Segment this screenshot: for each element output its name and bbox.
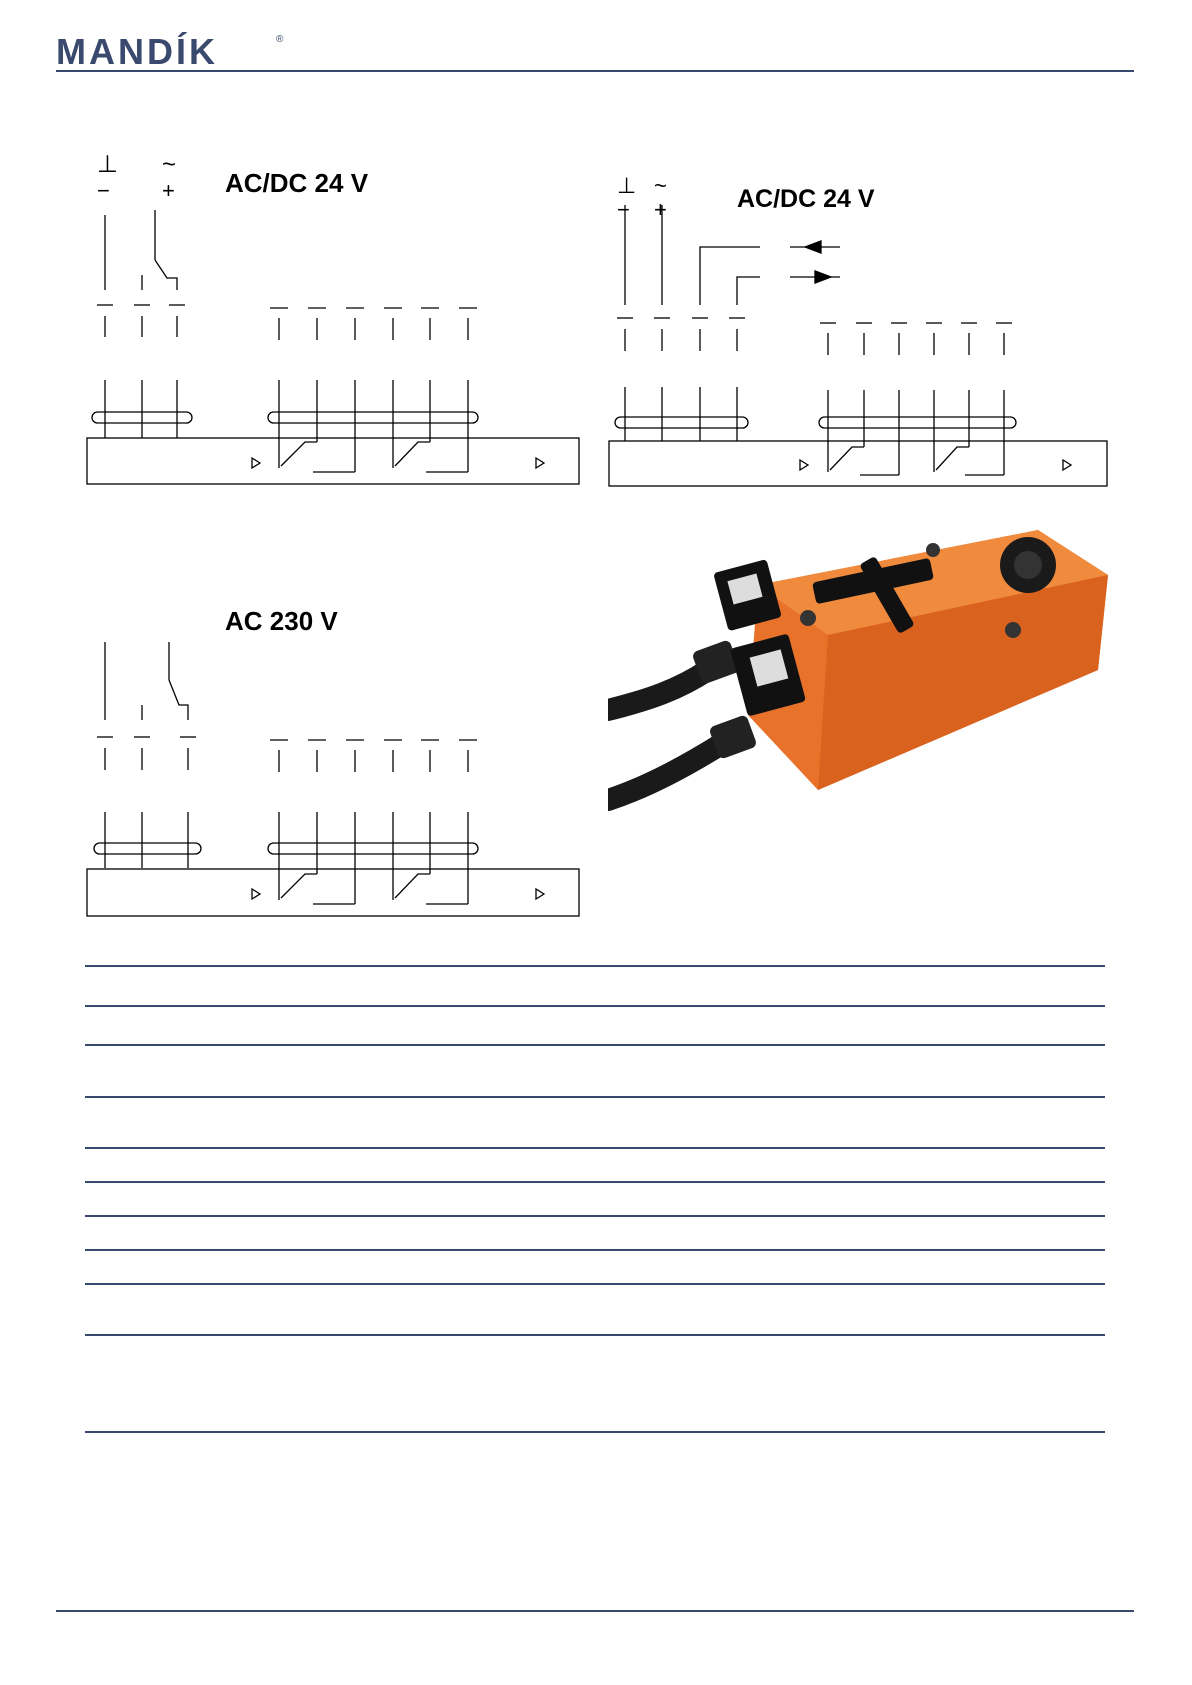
table-rule bbox=[85, 965, 1105, 967]
table-rule bbox=[85, 1005, 1105, 1007]
ac-symbol: ~ bbox=[162, 151, 177, 178]
table-rule bbox=[85, 1147, 1105, 1149]
table-rule bbox=[85, 1215, 1105, 1217]
ground-symbol: ⊥ bbox=[617, 173, 637, 198]
wiring-diagram-svg bbox=[80, 140, 590, 500]
ac-symbol: ~ bbox=[654, 173, 667, 198]
table-rule bbox=[85, 1096, 1105, 1098]
spec-table bbox=[85, 965, 1105, 1435]
ground-symbol: ⊥ bbox=[97, 151, 118, 178]
footer-rule bbox=[56, 1610, 1134, 1612]
plus-symbol: + bbox=[162, 178, 175, 203]
plus-symbol: + bbox=[654, 197, 667, 222]
wiring-diagram-svg bbox=[80, 590, 590, 920]
wiring-diagram-svg bbox=[605, 165, 1110, 500]
brand-name: MANDÍK bbox=[56, 31, 218, 70]
table-rule bbox=[85, 1334, 1105, 1336]
wiring-diagram-ac-230v bbox=[80, 590, 590, 920]
actuator-photo bbox=[608, 525, 1108, 825]
table-rule bbox=[85, 1181, 1105, 1183]
table-rule bbox=[85, 1044, 1105, 1046]
table-rule bbox=[85, 1431, 1105, 1433]
wiring-diagram-acdc-24v-2 bbox=[605, 165, 1110, 500]
wiring-diagram-acdc-24v-1 bbox=[80, 140, 590, 500]
table-rule bbox=[85, 1249, 1105, 1251]
cable-lower bbox=[608, 743, 723, 800]
minus-symbol: − bbox=[97, 178, 110, 203]
brand-logo bbox=[56, 30, 296, 70]
cable-upper bbox=[608, 670, 708, 710]
minus-symbol: − bbox=[617, 197, 630, 222]
diagram-title: AC 230 V bbox=[225, 606, 338, 636]
diagram-title: AC/DC 24 V bbox=[225, 168, 369, 198]
diagram-title: AC/DC 24 V bbox=[737, 185, 875, 213]
header-rule bbox=[56, 70, 1134, 72]
brand-registered: ® bbox=[276, 34, 284, 45]
table-rule bbox=[85, 1283, 1105, 1285]
